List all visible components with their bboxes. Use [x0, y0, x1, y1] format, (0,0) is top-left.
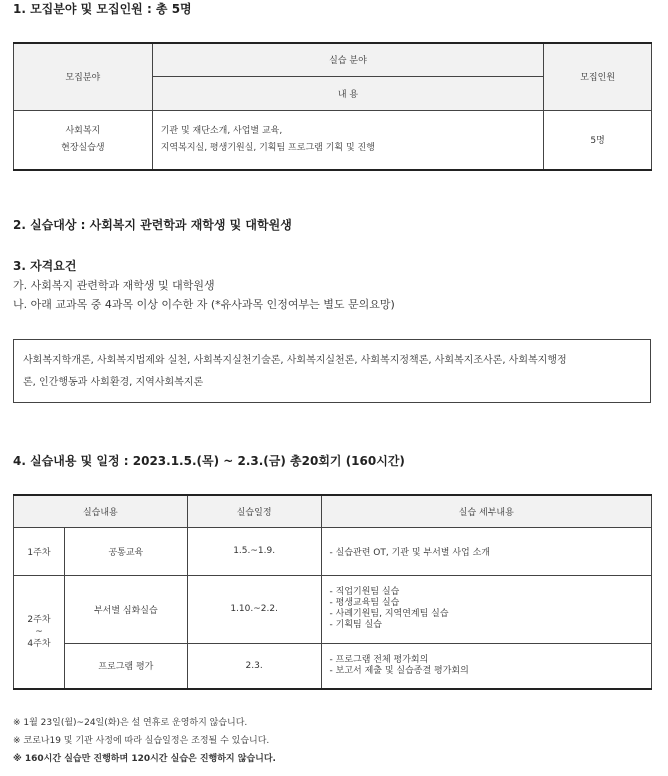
col-schedule-header: 실습일정 — [187, 495, 321, 527]
row2-date: 1.10.~2.2. — [187, 575, 321, 643]
col-detail-header: 실습 세부내용 — [321, 495, 651, 527]
section2-heading: 2. 실습대상 : 사회복지 관련학과 재학생 및 대학원생 — [13, 218, 292, 232]
schedule-table — [13, 494, 652, 690]
requirement-b: 나. 아래 교과목 중 4과목 이상 이수한 자 (*유사과목 인정여부는 별도 문의요망) — [13, 298, 395, 311]
week1-cell: 1주차 — [14, 527, 65, 575]
note-3: ※ 160시간 실습만 진행하며 120시간 실습은 진행하지 않습니다. — [13, 754, 276, 764]
col-content-header: 실습내용 — [14, 495, 188, 527]
recruitment-table — [13, 42, 652, 171]
col-content-header: 내 용 — [152, 76, 544, 110]
courses-box: 사회복지학개론, 사회복지법제와 실천, 사회복지실천기술론, 사회복지실천론, 사회복지정책론, 사회복지조사론, 사회복지행정 론, 인간행동과 사회환경, 지역사회복지론 — [13, 339, 651, 403]
section3-heading: 3. 자격요건 — [13, 259, 77, 273]
row3-name: 프로그램 평가 — [64, 643, 187, 689]
row3-date: 2.3. — [187, 643, 321, 689]
section1-heading: 1. 모집분야 및 모집인원 : 총 5명 — [13, 2, 192, 16]
section4-heading: 4. 실습내용 및 일정 : 2023.1.5.(목) ~ 2.3.(금) 총20회기 (160시간) — [13, 454, 405, 468]
row1-name: 공통교육 — [64, 527, 187, 575]
field-cell: 사회복지 현장실습생 — [14, 110, 153, 170]
count-cell: 5명 — [544, 110, 652, 170]
week2-4-cell: 2주차 ~ 4주차 — [14, 575, 65, 689]
col-count-header: 모집인원 — [544, 43, 652, 110]
col-field-header: 모집분야 — [14, 43, 153, 110]
content-cell: 기관 및 재단소개, 사업별 교육, 지역복지실, 평생기원실, 기획팀 프로그램 기획 및 진행 — [152, 110, 544, 170]
row3-details: - 프로그램 전체 평가회의 - 보고서 제출 및 실습종결 평가회의 — [321, 643, 651, 689]
requirement-a: 가. 사회복지 관련학과 재학생 및 대학원생 — [13, 279, 215, 292]
col-area-header: 실습 분야 — [152, 43, 544, 76]
row2-name: 부서별 심화실습 — [64, 575, 187, 643]
row1-details: - 실습관련 OT, 기관 및 부서별 사업 소개 — [321, 527, 651, 575]
row1-date: 1.5.~1.9. — [187, 527, 321, 575]
row2-details: - 직업기원팀 실습 - 평생교육팀 실습 - 사례기원팀, 지역연계팀 실습 - 기획팀 실습 — [321, 575, 651, 643]
note-2: ※ 코로나19 및 기관 사정에 따라 실습일정은 조정될 수 있습니다. — [13, 736, 270, 746]
note-1: ※ 1월 23일(월)~24일(화)은 설 연휴로 운영하지 않습니다. — [13, 718, 248, 728]
